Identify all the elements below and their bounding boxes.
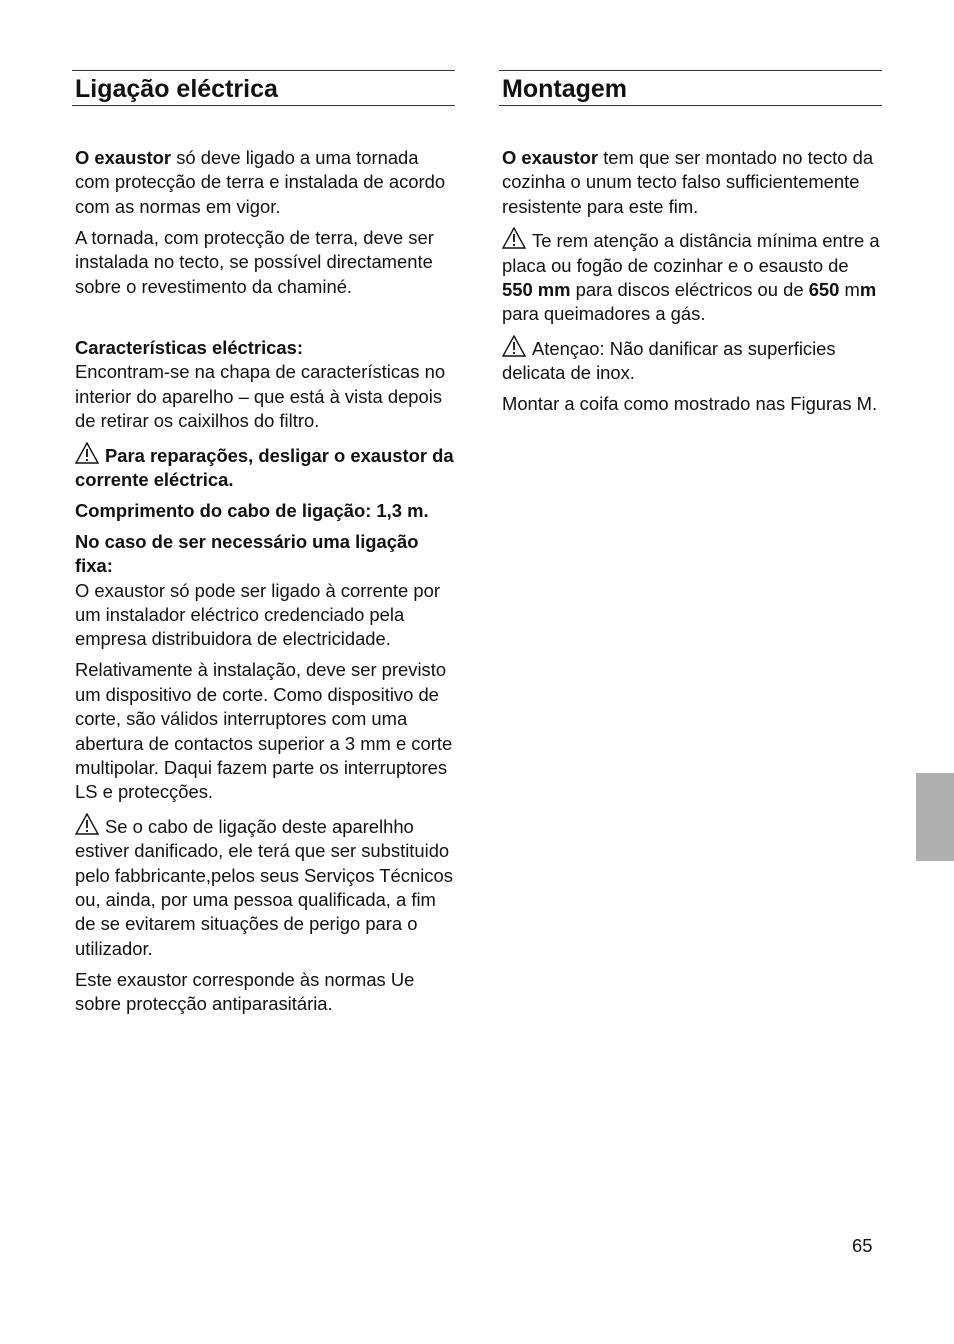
paragraph: Este exaustor corresponde às normas Ue sobre protecção antiparasitária. — [75, 968, 415, 1015]
left-column — [72, 70, 455, 1023]
warning-triangle-icon — [502, 227, 526, 249]
warning-triangle-icon — [502, 335, 526, 357]
paragraph: Comprimento do cabo de ligação: 1,3 m. — [75, 499, 429, 521]
right-column — [499, 70, 882, 423]
paragraph: Relativamente à instalação, deve ser previsto um dispositivo de corte. Como dispositivo de corte, são válidos interruptores com uma abertura de contactos superior a 3 mm e corte multipolar. Daqui fazem parte os interruptores LS e protecções. — [75, 659, 453, 803]
paragraph: A tornada, com protecção de terra, deve ser instalada no tecto, se possível directamente sobre o revestimento da chaminé. — [75, 226, 434, 297]
language-tab-marker — [916, 773, 954, 861]
section-title-electrical: Ligação eléctrica — [72, 70, 455, 106]
warning-triangle-icon — [75, 813, 99, 835]
paragraph: No caso de ser necessário uma ligação fixa: O exaustor só pode ser ligado à corrente por um instalador eléctrico credenciado pela empresa distribuidora de electricidade. — [75, 530, 440, 650]
section-title-mounting: Montagem — [499, 70, 882, 106]
page-number: 65 — [852, 1235, 873, 1256]
warning-triangle-icon — [75, 442, 99, 464]
warning-paragraph: Atençao: Não danificar as superficies delicata de inox. — [502, 335, 882, 386]
paragraph: Características eléctricas: Encontram-se na chapa de características no interior do aparelho – que está à vista depois de retirar os caixilhos do filtro. — [75, 336, 446, 432]
warning-paragraph: Se o cabo de ligação deste aparelhho estiver danificado, ele terá que ser substituido pelo fabbricante,pelos seus Serviços Técnicos ou, ainda, por uma pessoa qualificada, a fim de se evitarem situações de perigo para o utilizador. — [75, 813, 455, 961]
warning-paragraph: Para reparações, desligar o exaustor da corrente eléctrica. — [75, 442, 455, 493]
mounting-body — [499, 146, 882, 417]
electrical-body — [72, 146, 455, 1017]
paragraph: O exaustor só deve ligado a uma tornada com protecção de terra e instalada de acordo com as normas em vigor. — [75, 147, 446, 217]
paragraph: O exaustor tem que ser montado no tecto da cozinha o unum tecto falso sufficientemente resistente para este fim. — [502, 147, 874, 217]
paragraph: Montar a coifa como mostrado nas Figuras M. — [502, 393, 878, 415]
warning-paragraph: Te rem atenção a distância mínima entre a placa ou fogão de cozinhar e o esausto de 550 mm para discos eléctricos ou de 650 mm para queimadores a gás. — [502, 227, 882, 327]
